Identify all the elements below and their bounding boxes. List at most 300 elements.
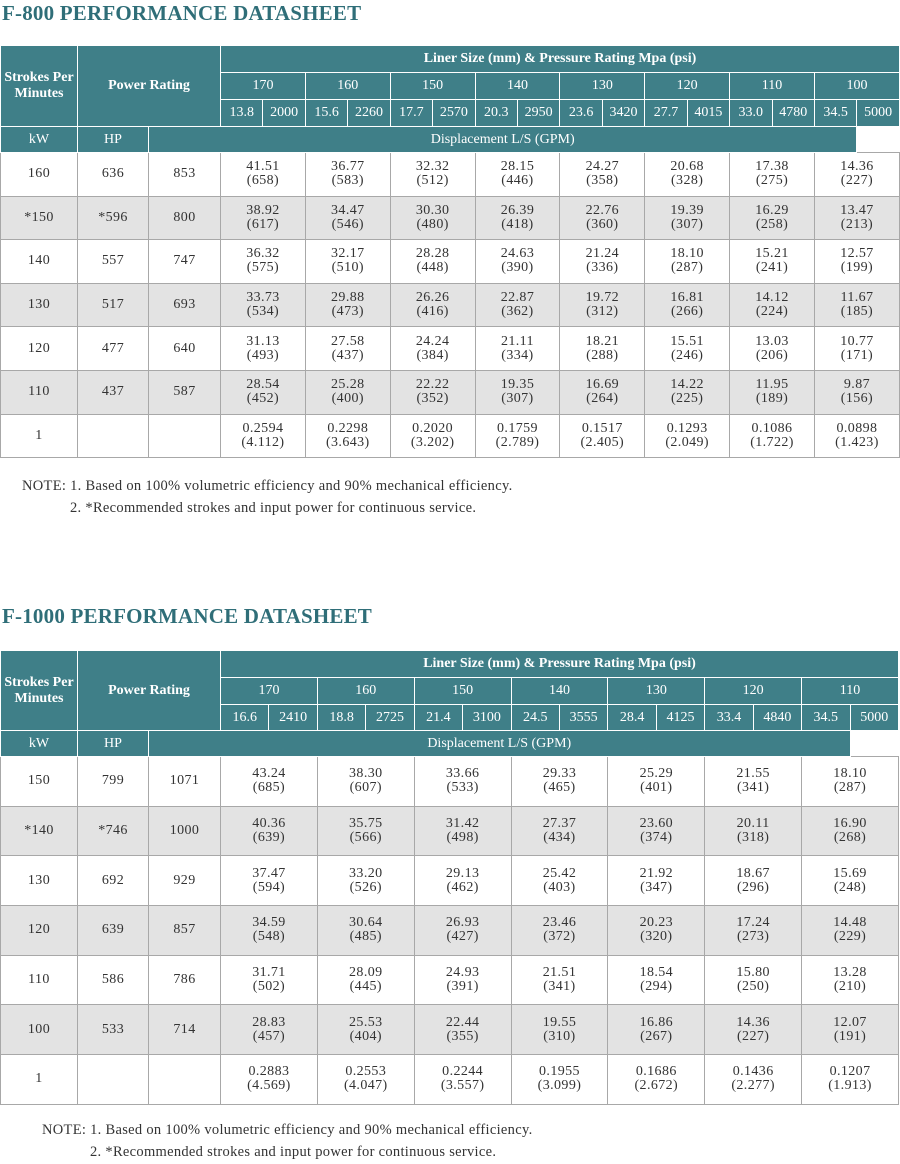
displacement-cell — [317, 955, 414, 1005]
displacement-ls: 13.47 — [840, 202, 874, 218]
displacement-ls: 22.76 — [585, 202, 620, 218]
displacement-gpm: (1.913) — [828, 1078, 872, 1094]
displacement-ls: 36.77 — [331, 159, 365, 175]
displacement-ls: 9.87 — [843, 377, 871, 393]
pressure-mpa-cell: 16.6 — [221, 705, 269, 731]
displacement-cell — [221, 856, 318, 906]
table-row — [1, 1055, 899, 1105]
displacement-cell — [305, 414, 390, 458]
displacement-cell — [705, 955, 802, 1005]
displacement-ls: 17.24 — [736, 915, 770, 931]
displacement-ls: 33.66 — [445, 766, 480, 782]
pressure-psi-cell: 2000 — [263, 100, 305, 127]
displacement-cell — [390, 196, 475, 240]
displacement-cell — [608, 955, 705, 1005]
liner-size-cell: 100 — [814, 73, 899, 100]
displacement-gpm: (341) — [543, 979, 576, 995]
displacement-ls: 29.13 — [445, 865, 480, 881]
displacement-gpm: (3.643) — [325, 434, 370, 450]
displacement-gpm: (390) — [501, 260, 534, 276]
displacement-cell — [221, 370, 306, 414]
displacement-gpm: (548) — [252, 929, 286, 945]
f1000-title: F-1000 PERFORMANCE DATASHEET — [2, 604, 372, 628]
displacement-ls: 14.22 — [670, 377, 704, 393]
displacement-cell — [221, 283, 306, 327]
displacement-cell — [645, 283, 730, 327]
f1000-note — [42, 1119, 533, 1163]
displacement-cell — [645, 240, 730, 284]
displacement-gpm: (225) — [670, 391, 704, 407]
displacement-gpm: (312) — [586, 304, 619, 320]
liner-size-cell: 150 — [414, 678, 511, 705]
displacement-gpm: (310) — [543, 1028, 576, 1044]
displacement-ls: 31.42 — [445, 816, 480, 832]
displacement-gpm: (480) — [416, 216, 449, 232]
displacement-gpm: (465) — [543, 780, 576, 796]
displacement-cell — [730, 196, 815, 240]
displacement-cell — [390, 370, 475, 414]
table-row — [1, 153, 900, 197]
displacement-cell — [221, 414, 306, 458]
liner-size-header: Liner Size (mm) & Pressure Rating Mpa (psi) — [221, 651, 899, 678]
displacement-ls: 32.17 — [331, 246, 365, 262]
displacement-gpm: (512) — [416, 173, 449, 189]
displacement-cell — [511, 757, 608, 807]
pressure-mpa-cell: 27.7 — [645, 100, 687, 127]
liner-size-cell: 120 — [705, 678, 802, 705]
displacement-cell — [221, 1005, 318, 1055]
displacement-cell — [802, 1005, 899, 1055]
displacement-cell — [730, 370, 815, 414]
displacement-gpm: (227) — [736, 1028, 770, 1044]
displacement-cell — [705, 906, 802, 956]
displacement-gpm: (227) — [840, 173, 874, 189]
displacement-ls: 22.44 — [445, 1014, 480, 1030]
pressure-mpa-cell: 34.5 — [802, 705, 850, 731]
displacement-gpm: (268) — [833, 830, 867, 846]
displacement-cell — [730, 153, 815, 197]
pressure-psi-cell: 2570 — [433, 100, 475, 127]
displacement-cell — [305, 240, 390, 284]
pressure-psi-cell: 4780 — [772, 100, 814, 127]
displacement-ls: 14.48 — [833, 915, 867, 931]
displacement-cell — [414, 806, 511, 856]
displacement-ls: 0.2298 — [327, 420, 369, 436]
displacement-gpm: (2.049) — [665, 434, 709, 450]
table-row — [1, 370, 900, 414]
displacement-ls: 15.69 — [833, 865, 867, 881]
displacement-ls: 16.90 — [833, 816, 867, 832]
displacement-ls: 0.2020 — [412, 420, 454, 436]
displacement-ls: 24.93 — [445, 965, 480, 981]
table-row — [1, 414, 900, 458]
pressure-mpa-cell: 24.5 — [511, 705, 559, 731]
displacement-ls: 21.92 — [639, 865, 674, 881]
power-rating-header: Power Rating — [78, 46, 221, 127]
displacement-gpm: (448) — [416, 260, 449, 276]
displacement-ls: 34.47 — [331, 202, 365, 218]
displacement-ls: 11.95 — [755, 377, 789, 393]
liner-size-cell: 150 — [390, 73, 475, 100]
spm-cell: 1 — [1, 1055, 78, 1105]
displacement-cell — [705, 1005, 802, 1055]
pressure-mpa-cell: 13.8 — [221, 100, 263, 127]
kw-cell — [78, 1055, 149, 1105]
displacement-cell — [560, 414, 645, 458]
displacement-gpm: (607) — [349, 780, 382, 796]
pressure-psi-cell: 4015 — [687, 100, 729, 127]
hp-cell — [149, 1055, 221, 1105]
displacement-gpm: (384) — [416, 347, 449, 363]
displacement-cell — [802, 906, 899, 956]
displacement-cell — [511, 906, 608, 956]
displacement-gpm: (437) — [331, 347, 364, 363]
pressure-psi-cell: 4840 — [753, 705, 801, 731]
displacement-cell — [475, 240, 560, 284]
displacement-gpm: (213) — [840, 216, 874, 232]
displacement-cell — [802, 757, 899, 807]
displacement-ls: 28.28 — [415, 246, 450, 262]
pressure-psi-cell: 2410 — [269, 705, 317, 731]
displacement-gpm: (267) — [640, 1028, 673, 1044]
displacement-cell — [317, 806, 414, 856]
hp-cell: 587 — [149, 370, 221, 414]
displacement-ls: 30.64 — [349, 915, 383, 931]
displacement-cell — [475, 153, 560, 197]
pressure-mpa-cell: 23.6 — [560, 100, 602, 127]
displacement-gpm: (434) — [543, 830, 576, 846]
displacement-ls: 0.0898 — [836, 420, 878, 436]
displacement-ls: 18.21 — [585, 333, 620, 349]
displacement-gpm: (2.405) — [580, 434, 625, 450]
displacement-ls: 26.93 — [445, 915, 480, 931]
displacement-gpm: (185) — [840, 304, 874, 320]
displacement-cell — [511, 1055, 608, 1105]
displacement-ls: 20.23 — [639, 915, 674, 931]
spm-cell: 120 — [1, 327, 78, 371]
liner-size-cell: 170 — [221, 73, 306, 100]
displacement-cell — [414, 1005, 511, 1055]
pressure-psi-cell: 2260 — [348, 100, 390, 127]
displacement-ls: 16.86 — [639, 1014, 674, 1030]
f800-table — [0, 45, 900, 458]
displacement-ls: 17.38 — [755, 159, 789, 175]
liner-size-cell: 130 — [608, 678, 705, 705]
f1000-section — [0, 600, 900, 1164]
displacement-ls: 18.67 — [736, 865, 770, 881]
displacement-gpm: (156) — [840, 391, 874, 407]
spm-cell: *140 — [1, 806, 78, 856]
liner-size-cell: 160 — [317, 678, 414, 705]
displacement-gpm: (639) — [252, 830, 286, 846]
f800-note — [22, 475, 513, 519]
displacement-ls: 28.83 — [252, 1014, 286, 1030]
displacement-ls: 14.36 — [736, 1014, 770, 1030]
displacement-cell — [730, 283, 815, 327]
displacement-cell — [390, 283, 475, 327]
displacement-cell — [814, 370, 899, 414]
pressure-mpa-cell: 17.7 — [390, 100, 432, 127]
displacement-ls: 21.51 — [542, 965, 577, 981]
kw-cell: *596 — [78, 196, 149, 240]
table-row — [1, 1005, 899, 1055]
liner-size-cell: 120 — [645, 73, 730, 100]
displacement-gpm: (427) — [446, 929, 479, 945]
f800-title: F-800 PERFORMANCE DATASHEET — [2, 1, 362, 25]
displacement-gpm: (3.099) — [537, 1078, 582, 1094]
displacement-gpm: (191) — [833, 1028, 867, 1044]
displacement-gpm: (264) — [586, 391, 619, 407]
spm-cell: 110 — [1, 955, 78, 1005]
note-line-1: NOTE: 1. Based on 100% volumetric efficiency and 90% mechanical efficiency. — [42, 1122, 533, 1138]
displacement-gpm: (341) — [736, 780, 770, 796]
table-row — [1, 327, 900, 371]
displacement-gpm: (250) — [736, 979, 770, 995]
displacement-ls: 11.67 — [840, 290, 874, 306]
displacement-ls: 0.1293 — [666, 420, 708, 436]
displacement-ls: 26.39 — [500, 202, 535, 218]
hp-cell: 640 — [149, 327, 221, 371]
displacement-cell — [475, 414, 560, 458]
displacement-ls: 20.68 — [670, 159, 704, 175]
displacement-ls: 14.36 — [840, 159, 874, 175]
displacement-cell — [608, 1005, 705, 1055]
hp-cell: 786 — [149, 955, 221, 1005]
displacement-ls: 21.24 — [585, 246, 620, 262]
displacement-ls: 25.29 — [639, 766, 674, 782]
displacement-gpm: (534) — [246, 304, 280, 320]
displacement-gpm: (210) — [833, 979, 867, 995]
displacement-gpm: (246) — [670, 347, 704, 363]
displacement-cell — [511, 1005, 608, 1055]
displacement-cell — [560, 240, 645, 284]
displacement-gpm: (287) — [833, 780, 867, 796]
hp-cell — [149, 414, 221, 458]
displacement-cell — [560, 153, 645, 197]
displacement-cell — [511, 955, 608, 1005]
displacement-cell — [221, 327, 306, 371]
displacement-ls: 25.42 — [542, 865, 577, 881]
displacement-cell — [414, 757, 511, 807]
displacement-gpm: (583) — [331, 173, 364, 189]
hp-cell: 853 — [149, 153, 221, 197]
displacement-cell — [730, 327, 815, 371]
pressure-mpa-cell: 33.4 — [705, 705, 753, 731]
displacement-cell — [645, 327, 730, 371]
displacement-gpm: (2.789) — [495, 434, 540, 450]
displacement-gpm: (360) — [586, 216, 619, 232]
displacement-gpm: (3.202) — [410, 434, 455, 450]
displacement-gpm: (352) — [416, 391, 449, 407]
liner-size-cell: 170 — [221, 678, 318, 705]
displacement-cell — [317, 906, 414, 956]
displacement-ls: 22.22 — [415, 377, 450, 393]
displacement-cell — [645, 370, 730, 414]
hp-cell: 1000 — [149, 806, 221, 856]
displacement-ls: 27.58 — [331, 333, 365, 349]
spm-cell: 1 — [1, 414, 78, 458]
displacement-gpm: (445) — [349, 979, 382, 995]
displacement-ls: 16.69 — [585, 377, 620, 393]
kw-header: kW — [1, 731, 78, 757]
displacement-cell — [221, 955, 318, 1005]
displacement-cell — [305, 196, 390, 240]
pressure-psi-cell: 4125 — [656, 705, 704, 731]
displacement-ls: 21.11 — [500, 333, 534, 349]
displacement-gpm: (510) — [331, 260, 364, 276]
displacement-ls: 31.71 — [252, 965, 286, 981]
displacement-ls: 24.63 — [500, 246, 535, 262]
liner-size-cell: 110 — [730, 73, 815, 100]
displacement-cell — [608, 1055, 705, 1105]
displacement-ls: 0.2553 — [345, 1064, 387, 1080]
displacement-cell — [414, 955, 511, 1005]
displacement-ls: 23.46 — [542, 915, 577, 931]
note-line-1: NOTE: 1. Based on 100% volumetric efficiency and 90% mechanical efficiency. — [22, 478, 513, 494]
displacement-gpm: (498) — [446, 830, 479, 846]
displacement-cell — [305, 283, 390, 327]
displacement-ls: 38.30 — [349, 766, 383, 782]
displacement-ls: 14.12 — [755, 290, 789, 306]
displacement-cell — [730, 240, 815, 284]
displacement-gpm: (229) — [833, 929, 867, 945]
table-row — [1, 283, 900, 327]
displacement-ls: 0.1955 — [539, 1064, 580, 1080]
spm-cell: 130 — [1, 283, 78, 327]
pressure-psi-cell: 3100 — [463, 705, 511, 731]
displacement-cell — [511, 806, 608, 856]
displacement-cell — [475, 196, 560, 240]
liner-size-cell: 110 — [802, 678, 899, 705]
hp-cell: 800 — [149, 196, 221, 240]
kw-cell — [78, 414, 149, 458]
displacement-ls: 15.21 — [755, 246, 789, 262]
displacement-cell — [317, 757, 414, 807]
displacement-gpm: (266) — [670, 304, 704, 320]
displacement-ls: 40.36 — [252, 816, 286, 832]
displacement-ls: 0.1207 — [829, 1064, 871, 1080]
displacement-gpm: (258) — [755, 216, 789, 232]
displacement-cell — [705, 757, 802, 807]
displacement-ls: 19.72 — [585, 290, 620, 306]
displacement-gpm: (473) — [331, 304, 364, 320]
displacement-ls: 28.54 — [246, 377, 280, 393]
liner-size-cell: 140 — [511, 678, 608, 705]
displacement-cell — [645, 153, 730, 197]
displacement-cell — [608, 856, 705, 906]
displacement-cell — [414, 1055, 511, 1105]
displacement-cell — [390, 153, 475, 197]
hp-cell: 693 — [149, 283, 221, 327]
hp-cell: 714 — [149, 1005, 221, 1055]
displacement-ls: 24.27 — [585, 159, 620, 175]
displacement-gpm: (446) — [501, 173, 534, 189]
table-row — [1, 806, 899, 856]
pressure-psi-cell: 2950 — [517, 100, 559, 127]
kw-cell: 437 — [78, 370, 149, 414]
displacement-cell — [705, 1055, 802, 1105]
displacement-cell — [802, 955, 899, 1005]
table-row — [1, 906, 899, 956]
pressure-mpa-cell: 34.5 — [814, 100, 856, 127]
liner-size-cell: 140 — [475, 73, 560, 100]
displacement-gpm: (4.112) — [241, 434, 285, 450]
displacement-gpm: (241) — [755, 260, 789, 276]
displacement-ls: 37.47 — [252, 865, 286, 881]
displacement-gpm: (2.277) — [731, 1078, 775, 1094]
displacement-gpm: (275) — [755, 173, 789, 189]
displacement-cell — [645, 414, 730, 458]
displacement-cell — [560, 370, 645, 414]
kw-cell: 636 — [78, 153, 149, 197]
spm-cell: 120 — [1, 906, 78, 956]
displacement-cell — [645, 196, 730, 240]
displacement-cell — [305, 153, 390, 197]
pressure-mpa-cell: 33.0 — [730, 100, 772, 127]
displacement-cell — [814, 414, 899, 458]
hp-header: HP — [78, 127, 149, 153]
displacement-cell — [414, 856, 511, 906]
displacement-cell — [221, 1055, 318, 1105]
displacement-ls: 19.55 — [542, 1014, 577, 1030]
displacement-gpm: (355) — [446, 1028, 479, 1044]
pressure-psi-cell: 3555 — [559, 705, 607, 731]
displacement-cell — [802, 806, 899, 856]
displacement-ls: 12.07 — [833, 1014, 867, 1030]
displacement-gpm: (288) — [586, 347, 619, 363]
displacement-cell — [814, 196, 899, 240]
displacement-ls: 36.32 — [246, 246, 280, 262]
pressure-psi-cell: 5000 — [857, 100, 900, 127]
displacement-ls: 0.1759 — [497, 420, 538, 436]
f800-rows — [1, 153, 900, 458]
displacement-gpm: (457) — [252, 1028, 286, 1044]
displacement-ls: 16.81 — [670, 290, 704, 306]
displacement-gpm: (404) — [349, 1028, 382, 1044]
displacement-ls: 15.51 — [670, 333, 704, 349]
displacement-ls: 33.20 — [349, 865, 383, 881]
f1000-table — [0, 650, 899, 1105]
displacement-gpm: (502) — [252, 979, 286, 995]
displacement-ls: 26.26 — [415, 290, 450, 306]
displacement-cell — [814, 153, 899, 197]
spm-cell: 130 — [1, 856, 78, 906]
spm-cell: 110 — [1, 370, 78, 414]
pressure-mpa-cell: 15.6 — [305, 100, 347, 127]
displacement-gpm: (206) — [755, 347, 789, 363]
displacement-ls: 0.2883 — [248, 1064, 290, 1080]
displacement-ls: 24.24 — [415, 333, 450, 349]
hp-cell: 929 — [149, 856, 221, 906]
hp-cell: 1071 — [149, 757, 221, 807]
displacement-gpm: (287) — [670, 260, 704, 276]
displacement-gpm: (575) — [246, 260, 280, 276]
displacement-cell — [560, 283, 645, 327]
displacement-gpm: (546) — [331, 216, 364, 232]
displacement-cell — [221, 196, 306, 240]
displacement-cell — [802, 1055, 899, 1105]
displacement-gpm: (296) — [736, 879, 770, 895]
displacement-cell — [705, 856, 802, 906]
displacement-ls: 28.09 — [349, 965, 383, 981]
displacement-cell — [221, 153, 306, 197]
displacement-gpm: (526) — [349, 879, 382, 895]
displacement-ls: 41.51 — [246, 159, 280, 175]
table-row — [1, 955, 899, 1005]
displacement-ls: 33.73 — [246, 290, 280, 306]
displacement-gpm: (685) — [252, 780, 286, 796]
displacement-cell — [317, 1055, 414, 1105]
